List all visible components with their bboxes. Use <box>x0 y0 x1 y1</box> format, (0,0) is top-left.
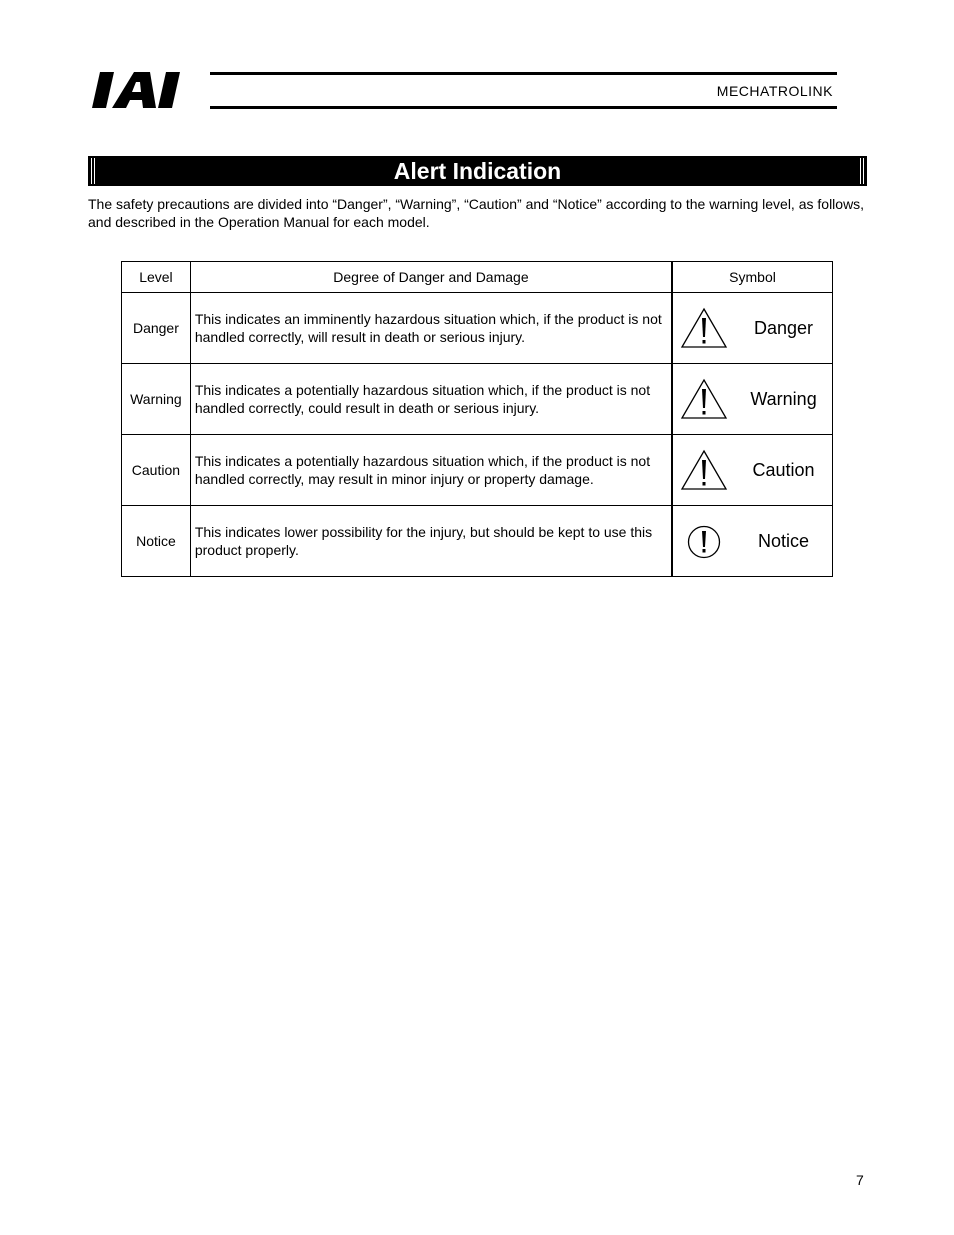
table-row-notice <box>122 506 833 577</box>
symbol-cell <box>672 293 832 364</box>
description-cell: This indicates a potentially hazardous situation which, if the product is not handled correctly, could result in death or serious injury. <box>190 364 672 435</box>
symbol-cell <box>672 364 832 435</box>
symbol-label: Caution <box>752 460 815 480</box>
description-cell: This indicates an imminently hazardous situation which, if the product is not handled correctly, will result in death or serious injury. <box>190 293 672 364</box>
table-header-row <box>122 262 833 293</box>
section-title-bar <box>88 156 867 186</box>
warning-triangle-icon <box>680 449 728 491</box>
level-cell: Danger <box>122 293 191 364</box>
header-rule <box>210 72 837 110</box>
table-row-danger <box>122 293 833 364</box>
description-cell: This indicates lower possibility for the injury, but should be kept to use this product properly. <box>190 506 672 577</box>
symbol-label: Notice <box>758 531 810 551</box>
table-row-warning <box>122 364 833 435</box>
level-cell: Notice <box>122 506 191 577</box>
warning-triangle-icon <box>680 307 728 349</box>
column-header-level: Level <box>122 262 191 293</box>
level-cell: Caution <box>122 435 191 506</box>
column-header-symbol: Symbol <box>672 262 832 293</box>
table-row-caution <box>122 435 833 506</box>
alert-level-table <box>121 261 833 577</box>
intro-paragraph: The safety precautions are divided into “Danger”, “Warning”, “Caution” and “Notice” according to the warning level, as follows, and described in the Operation Manual for each model. <box>88 196 865 230</box>
warning-triangle-icon <box>680 378 728 420</box>
page-number: 7 <box>856 1172 864 1188</box>
level-cell: Warning <box>122 364 191 435</box>
product-name: MECHATROLINK <box>716 83 833 99</box>
symbol-label: Warning <box>750 389 817 409</box>
description-cell: This indicates a potentially hazardous situation which, if the product is not handled correctly, may result in minor injury or property damage. <box>190 435 672 506</box>
symbol-label: Danger <box>754 318 814 338</box>
section-title: Alert Indication <box>393 158 562 184</box>
column-header-degree: Degree of Danger and Damage <box>190 262 672 293</box>
iai-logo <box>90 68 206 112</box>
symbol-cell <box>672 435 832 506</box>
exclamation-circle-icon <box>687 525 721 559</box>
symbol-cell <box>672 506 832 577</box>
